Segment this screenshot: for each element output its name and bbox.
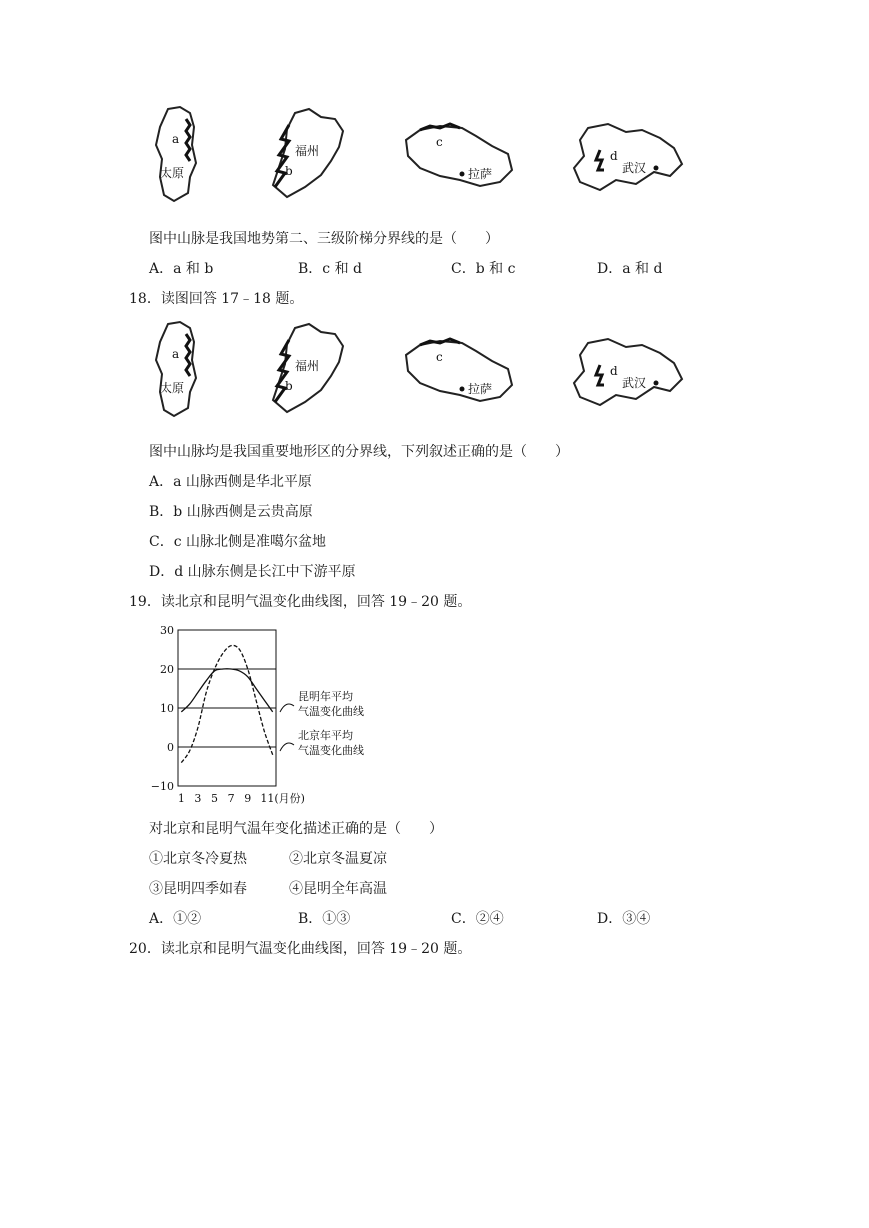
x-tick-label: 5	[211, 792, 219, 805]
map-letter-a: a	[172, 132, 180, 146]
shanxi-map	[150, 320, 210, 424]
x-tick-label: 11(月份)	[260, 792, 305, 805]
q19-stem: 对北京和昆明气温年变化描述正确的是（ ）	[149, 821, 443, 837]
series-label: 北京年平均	[298, 729, 353, 742]
tibet-map	[400, 120, 520, 199]
y-tick-label: −10	[150, 780, 174, 793]
map-row-2	[0, 315, 869, 425]
y-tick-label: 10	[160, 702, 174, 715]
map-letter-c: c	[436, 350, 443, 364]
series-label: 气温变化曲线	[298, 744, 364, 757]
q18-title: 18．读图回答 17﹣18 题。	[129, 291, 304, 307]
map-city-fuzhou: 福州	[295, 144, 320, 158]
q19-option-a[interactable]: A．①②	[149, 911, 202, 927]
series-label: 昆明年平均	[298, 690, 353, 703]
x-tick-label: 9	[244, 792, 252, 805]
y-tick-label: 0	[167, 741, 174, 754]
q19-option-b[interactable]: B．①③	[298, 911, 351, 927]
q18-option-b[interactable]: B．b 山脉西侧是云贵高原	[149, 504, 313, 520]
map-city-taiyuan: 太原	[160, 381, 185, 395]
fujian-map	[265, 105, 355, 209]
q19-statement-4: ④昆明全年高温	[289, 881, 387, 897]
map-letter-d: d	[610, 364, 618, 378]
series-label-bracket	[280, 743, 294, 751]
q18-option-c[interactable]: C．c 山脉北侧是准噶尔盆地	[149, 534, 327, 550]
q19-statement-3: ③昆明四季如春	[149, 881, 247, 897]
q17-option-d[interactable]: D．a 和 d	[597, 261, 663, 277]
q18-option-d[interactable]: D．d 山脉东侧是长江中下游平原	[149, 564, 356, 580]
shanxi-map	[150, 105, 210, 209]
q18-stem: 图中山脉均是我国重要地形区的分界线，下列叙述正确的是（ ）	[149, 444, 569, 460]
series-label-bracket	[280, 704, 294, 712]
map-city-wuhan: 武汉	[622, 376, 647, 390]
q19-option-d[interactable]: D．③④	[597, 911, 651, 927]
y-tick-label: 30	[160, 624, 174, 637]
q17-stem: 图中山脉是我国地势第二、三级阶梯分界线的是（ ）	[149, 231, 499, 247]
temperature-chart-svg	[140, 620, 420, 810]
hubei-map	[570, 335, 690, 419]
map-row-1	[0, 100, 869, 210]
x-tick-label: 1	[177, 792, 185, 805]
map-city-fuzhou: 福州	[295, 359, 320, 373]
q19-option-c[interactable]: C．②④	[451, 911, 504, 927]
q18-option-a[interactable]: A．a 山脉西侧是华北平原	[149, 474, 312, 490]
temperature-chart	[140, 620, 420, 810]
hubei-map	[570, 120, 690, 204]
y-tick-label: 20	[160, 663, 174, 676]
x-tick-label: 7	[227, 792, 235, 805]
x-tick-label: 3	[194, 792, 202, 805]
fujian-map	[265, 320, 355, 424]
map-letter-d: d	[610, 149, 618, 163]
map-letter-b: b	[285, 164, 293, 178]
q19-statement-2: ②北京冬温夏凉	[289, 851, 387, 867]
q17-option-a[interactable]: A．a 和 b	[149, 261, 214, 277]
q19-title: 19．读北京和昆明气温变化曲线图，回答 19﹣20 题。	[129, 594, 472, 610]
q19-statement-1: ①北京冬冷夏热	[149, 851, 247, 867]
map-letter-a: a	[172, 347, 180, 361]
q17-option-c[interactable]: C．b 和 c	[451, 261, 516, 277]
map-city-lasa: 拉萨	[468, 167, 493, 181]
map-letter-b: b	[285, 379, 293, 393]
map-city-taiyuan: 太原	[160, 166, 185, 180]
series-label: 气温变化曲线	[298, 705, 364, 718]
map-city-wuhan: 武汉	[622, 161, 647, 175]
map-letter-c: c	[436, 135, 443, 149]
kunming-temperature-line	[181, 669, 272, 712]
beijing-temperature-line	[181, 645, 272, 762]
q17-option-b[interactable]: B．c 和 d	[298, 261, 362, 277]
map-city-lasa: 拉萨	[468, 382, 493, 396]
tibet-map	[400, 335, 520, 414]
q20-title: 20．读北京和昆明气温变化曲线图，回答 19﹣20 题。	[129, 941, 472, 957]
